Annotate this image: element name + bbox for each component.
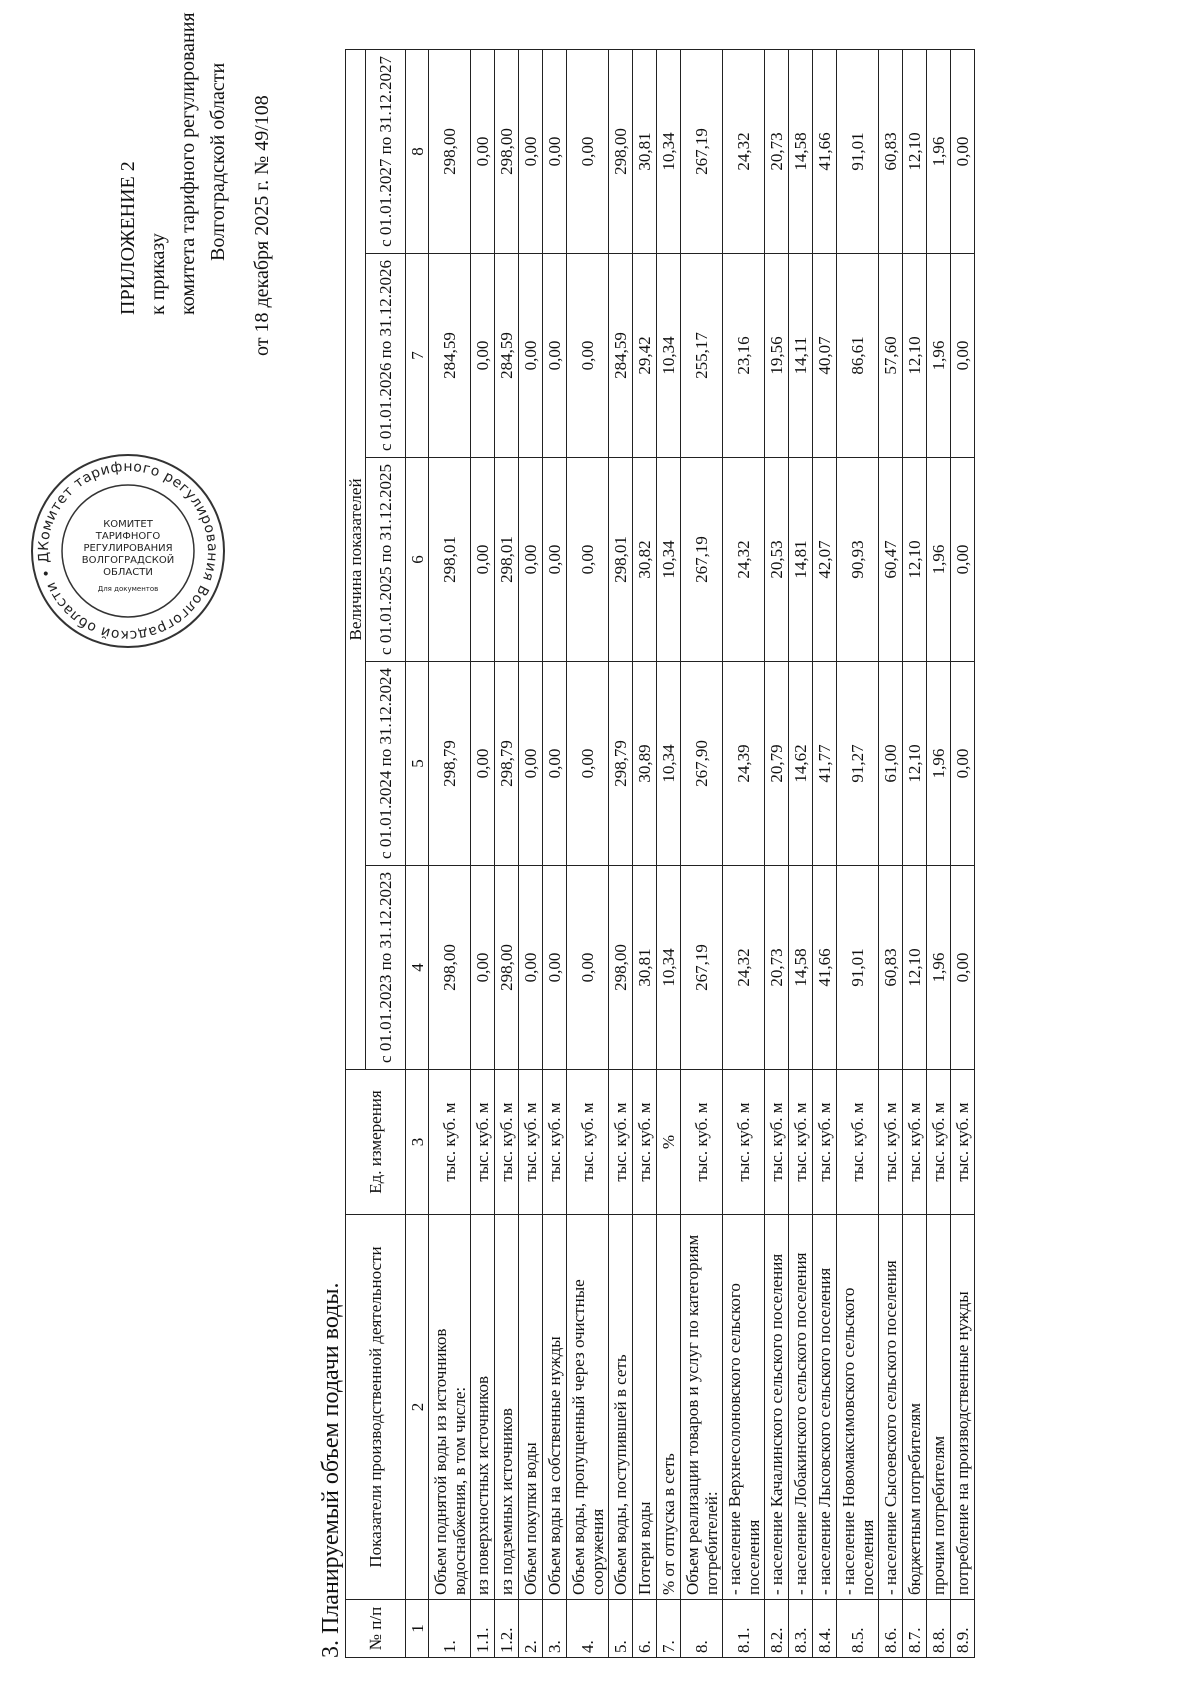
value-cell: 0,00 <box>951 49 975 253</box>
table-row <box>543 49 567 1657</box>
indicator-name: - население Сысоевского сельского поселения <box>879 1215 903 1600</box>
indicator-name: % от отпуска в сеть <box>657 1215 681 1600</box>
row-number: 8.9. <box>951 1600 975 1658</box>
row-number: 8.4. <box>813 1600 837 1658</box>
value-cell: 91,01 <box>837 49 879 253</box>
table-row <box>657 49 681 1657</box>
value-cell: 1,96 <box>927 866 951 1070</box>
stamp-small-text: Для документов <box>97 585 159 593</box>
table-row <box>765 49 789 1657</box>
unit-cell: тыс. куб. м <box>681 1070 723 1215</box>
annex-order-line: к приказу <box>147 233 169 315</box>
annex-committee-line: комитета тарифного регулирования <box>177 12 199 315</box>
indicator-name: Объем реализации товаров и услуг по категориям потребителей: <box>681 1215 723 1600</box>
unit-cell: тыс. куб. м <box>471 1070 495 1215</box>
header-no: № п/п <box>346 1600 406 1658</box>
value-cell: 20,73 <box>765 49 789 253</box>
unit-cell: тыс. куб. м <box>519 1070 543 1215</box>
row-number: 1.1. <box>471 1600 495 1658</box>
value-cell: 91,01 <box>837 866 879 1070</box>
value-cell: 61,00 <box>879 662 903 866</box>
row-number: 4. <box>567 1600 609 1658</box>
value-cell: 284,59 <box>609 254 633 458</box>
value-cell: 20,79 <box>765 662 789 866</box>
row-number: 1. <box>429 1600 471 1658</box>
header-period: с 01.01.2026 по 31.12.2026 <box>366 254 406 458</box>
unit-cell: тыс. куб. м <box>951 1070 975 1215</box>
row-number: 6. <box>633 1600 657 1658</box>
value-cell: 23,16 <box>723 254 765 458</box>
table-row <box>633 49 657 1657</box>
value-cell: 267,90 <box>681 662 723 866</box>
table-row <box>837 49 879 1657</box>
annex-region-line: Волгоградской области <box>207 62 229 261</box>
value-cell: 0,00 <box>543 662 567 866</box>
value-cell: 10,34 <box>657 254 681 458</box>
header-unit: Ед. измерения <box>346 1070 406 1215</box>
indicator-name: прочим потребителям <box>927 1215 951 1600</box>
unit-cell: тыс. куб. м <box>927 1070 951 1215</box>
value-cell: 1,96 <box>927 662 951 866</box>
value-cell: 298,00 <box>609 866 633 1070</box>
unit-cell: тыс. куб. м <box>723 1070 765 1215</box>
value-cell: 14,11 <box>789 254 813 458</box>
value-cell: 0,00 <box>519 458 543 662</box>
value-cell: 298,01 <box>495 458 519 662</box>
value-cell: 41,77 <box>813 662 837 866</box>
indicator-name: Объем воды, поступившей в сеть <box>609 1215 633 1600</box>
value-cell: 298,00 <box>495 866 519 1070</box>
value-cell: 14,81 <box>789 458 813 662</box>
value-cell: 57,60 <box>879 254 903 458</box>
table-row <box>789 49 813 1657</box>
unit-cell: тыс. куб. м <box>765 1070 789 1215</box>
table-body <box>429 49 975 1657</box>
table-row <box>567 49 609 1657</box>
value-cell: 267,19 <box>681 49 723 253</box>
row-number: 3. <box>543 1600 567 1658</box>
header-period: с 01.01.2027 по 31.12.2027 <box>366 49 406 253</box>
value-cell: 0,00 <box>951 866 975 1070</box>
value-cell: 12,10 <box>903 458 927 662</box>
value-cell: 60,47 <box>879 458 903 662</box>
column-number: 3 <box>406 1070 429 1215</box>
value-cell: 20,73 <box>765 866 789 1070</box>
value-cell: 0,00 <box>519 662 543 866</box>
value-cell: 30,81 <box>633 49 657 253</box>
value-cell: 298,01 <box>429 458 471 662</box>
row-number: 8.7. <box>903 1600 927 1658</box>
value-cell: 24,32 <box>723 458 765 662</box>
table-row <box>951 49 975 1657</box>
unit-cell: тыс. куб. м <box>609 1070 633 1215</box>
value-cell: 0,00 <box>951 662 975 866</box>
column-number: 8 <box>406 49 429 253</box>
value-cell: 0,00 <box>543 254 567 458</box>
column-number: 5 <box>406 662 429 866</box>
official-stamp <box>28 451 228 651</box>
value-cell: 1,96 <box>927 49 951 253</box>
table-row <box>927 49 951 1657</box>
value-cell: 0,00 <box>471 254 495 458</box>
value-cell: 0,00 <box>543 866 567 1070</box>
stamp-center-line: ВОЛГОГРАДСКОЙ <box>81 555 175 566</box>
row-number: 8.1. <box>723 1600 765 1658</box>
row-number: 8.3. <box>789 1600 813 1658</box>
value-cell: 12,10 <box>903 662 927 866</box>
indicator-name: Объем покупки воды <box>519 1215 543 1600</box>
value-cell: 60,83 <box>879 49 903 253</box>
value-cell: 0,00 <box>471 866 495 1070</box>
row-number: 8.6. <box>879 1600 903 1658</box>
value-cell: 12,10 <box>903 254 927 458</box>
value-cell: 284,59 <box>429 254 471 458</box>
unit-cell: тыс. куб. м <box>813 1070 837 1215</box>
row-number: 1.2. <box>495 1600 519 1658</box>
value-cell: 255,17 <box>681 254 723 458</box>
unit-cell: тыс. куб. м <box>789 1070 813 1215</box>
value-cell: 0,00 <box>519 49 543 253</box>
value-cell: 0,00 <box>543 458 567 662</box>
indicator-name: Потери воды <box>633 1215 657 1600</box>
row-number: 7. <box>657 1600 681 1658</box>
value-cell: 1,96 <box>927 458 951 662</box>
section-title: 3. Планируемый объем подачи воды. <box>318 1282 344 1658</box>
table-row <box>723 49 765 1657</box>
value-cell: 24,32 <box>723 866 765 1070</box>
unit-cell: тыс. куб. м <box>837 1070 879 1215</box>
value-cell: 42,07 <box>813 458 837 662</box>
stamp-center-line: РЕГУЛИРОВАНИЯ <box>83 543 173 554</box>
value-cell: 267,19 <box>681 458 723 662</box>
value-cell: 0,00 <box>471 49 495 253</box>
column-number: 1 <box>406 1600 429 1658</box>
value-cell: 14,58 <box>789 866 813 1070</box>
value-cell: 0,00 <box>567 866 609 1070</box>
column-number: 2 <box>406 1215 429 1600</box>
header-period: с 01.01.2024 по 31.12.2024 <box>366 662 406 866</box>
indicator-name: из подземных источников <box>495 1215 519 1600</box>
indicator-name: Объем поднятой воды из источников водоснабжения, в том числе: <box>429 1215 471 1600</box>
value-cell: 298,00 <box>495 49 519 253</box>
row-number: 5. <box>609 1600 633 1658</box>
value-cell: 0,00 <box>951 254 975 458</box>
header-indicator: Показатели производственной деятельности <box>346 1215 406 1600</box>
value-cell: 298,79 <box>429 662 471 866</box>
header-period: с 01.01.2023 по 31.12.2023 <box>366 866 406 1070</box>
unit-cell: тыс. куб. м <box>495 1070 519 1215</box>
value-cell: 30,82 <box>633 458 657 662</box>
value-cell: 29,42 <box>633 254 657 458</box>
value-cell: 10,34 <box>657 866 681 1070</box>
value-cell: 298,79 <box>609 662 633 866</box>
annex-date: от 18 декабря 2025 г. № 49/108 <box>251 95 273 356</box>
indicator-name: - население Верхнесолоновского сельского поселения <box>723 1215 765 1600</box>
header-values-group: Величина показателей <box>346 49 366 1069</box>
indicator-name: Объем воды, пропущенный через очистные сооружения <box>567 1215 609 1600</box>
table-row <box>495 49 519 1657</box>
value-cell: 41,66 <box>813 866 837 1070</box>
value-cell: 298,00 <box>429 866 471 1070</box>
value-cell: 0,00 <box>951 458 975 662</box>
indicator-name: потребление на производственные нужды <box>951 1215 975 1600</box>
column-numbers-row <box>406 49 429 1657</box>
indicator-name: - население Лысовского сельского поселения <box>813 1215 837 1600</box>
value-cell: 14,58 <box>789 49 813 253</box>
row-number: 8.5. <box>837 1600 879 1658</box>
value-cell: 60,83 <box>879 866 903 1070</box>
value-cell: 267,19 <box>681 866 723 1070</box>
value-cell: 19,56 <box>765 254 789 458</box>
table-row <box>879 49 903 1657</box>
row-number: 2. <box>519 1600 543 1658</box>
value-cell: 0,00 <box>471 458 495 662</box>
stamp-center-text <box>82 519 174 593</box>
row-number: 8.8. <box>927 1600 951 1658</box>
annex-header <box>113 12 277 511</box>
value-cell: 0,00 <box>567 254 609 458</box>
value-cell: 0,00 <box>567 662 609 866</box>
unit-cell: тыс. куб. м <box>567 1070 609 1215</box>
table-row <box>681 49 723 1657</box>
table-row <box>519 49 543 1657</box>
table-row <box>903 49 927 1657</box>
indicator-name: Объем воды на собственные нужды <box>543 1215 567 1600</box>
value-cell: 1,96 <box>927 254 951 458</box>
value-cell: 41,66 <box>813 49 837 253</box>
indicator-name: - население Лобакинского сельского поселения <box>789 1215 813 1600</box>
value-cell: 298,00 <box>609 49 633 253</box>
value-cell: 0,00 <box>519 866 543 1070</box>
indicator-name: из поверхностных источников <box>471 1215 495 1600</box>
row-number: 8.2. <box>765 1600 789 1658</box>
value-cell: 24,32 <box>723 49 765 253</box>
row-number: 8. <box>681 1600 723 1658</box>
column-number: 7 <box>406 254 429 458</box>
value-cell: 14,62 <box>789 662 813 866</box>
value-cell: 10,34 <box>657 49 681 253</box>
value-cell: 30,89 <box>633 662 657 866</box>
unit-cell: тыс. куб. м <box>429 1070 471 1215</box>
unit-cell: тыс. куб. м <box>633 1070 657 1215</box>
unit-cell: тыс. куб. м <box>879 1070 903 1215</box>
value-cell: 0,00 <box>567 49 609 253</box>
unit-cell: тыс. куб. м <box>903 1070 927 1215</box>
indicator-name: - население Качалинского сельского поселения <box>765 1215 789 1600</box>
water-supply-table <box>345 49 975 1658</box>
value-cell: 12,10 <box>903 49 927 253</box>
annex-title: ПРИЛОЖЕНИЕ 2 <box>117 161 139 315</box>
value-cell: 10,34 <box>657 662 681 866</box>
value-cell: 284,59 <box>495 254 519 458</box>
value-cell: 12,10 <box>903 866 927 1070</box>
stamp-center-line: КОМИТЕТ <box>103 519 153 530</box>
value-cell: 40,07 <box>813 254 837 458</box>
value-cell: 298,79 <box>495 662 519 866</box>
value-cell: 0,00 <box>543 49 567 253</box>
value-cell: 90,93 <box>837 458 879 662</box>
header-period: с 01.01.2025 по 31.12.2025 <box>366 458 406 662</box>
value-cell: 91,27 <box>837 662 879 866</box>
stamp-center-line: ТАРИФНОГО <box>95 531 161 542</box>
stamp-ring-text: Комитет тарифного регулирования Волгоградской области • Д <box>35 458 221 644</box>
value-cell: 10,34 <box>657 458 681 662</box>
stamp-center-line: ОБЛАСТИ <box>103 567 153 578</box>
value-cell: 30,81 <box>633 866 657 1070</box>
column-number: 4 <box>406 866 429 1070</box>
column-number: 6 <box>406 458 429 662</box>
value-cell: 86,61 <box>837 254 879 458</box>
value-cell: 0,00 <box>519 254 543 458</box>
table-row <box>609 49 633 1657</box>
value-cell: 24,39 <box>723 662 765 866</box>
value-cell: 298,00 <box>429 49 471 253</box>
indicator-name: - население Новомаксимовского сельского поселения <box>837 1215 879 1600</box>
indicator-name: бюджетным потребителям <box>903 1215 927 1600</box>
table-row <box>471 49 495 1657</box>
unit-cell: % <box>657 1070 681 1215</box>
value-cell: 298,01 <box>609 458 633 662</box>
table-row <box>813 49 837 1657</box>
value-cell: 0,00 <box>567 458 609 662</box>
unit-cell: тыс. куб. м <box>543 1070 567 1215</box>
value-cell: 0,00 <box>471 662 495 866</box>
table-row <box>429 49 471 1657</box>
value-cell: 20,53 <box>765 458 789 662</box>
